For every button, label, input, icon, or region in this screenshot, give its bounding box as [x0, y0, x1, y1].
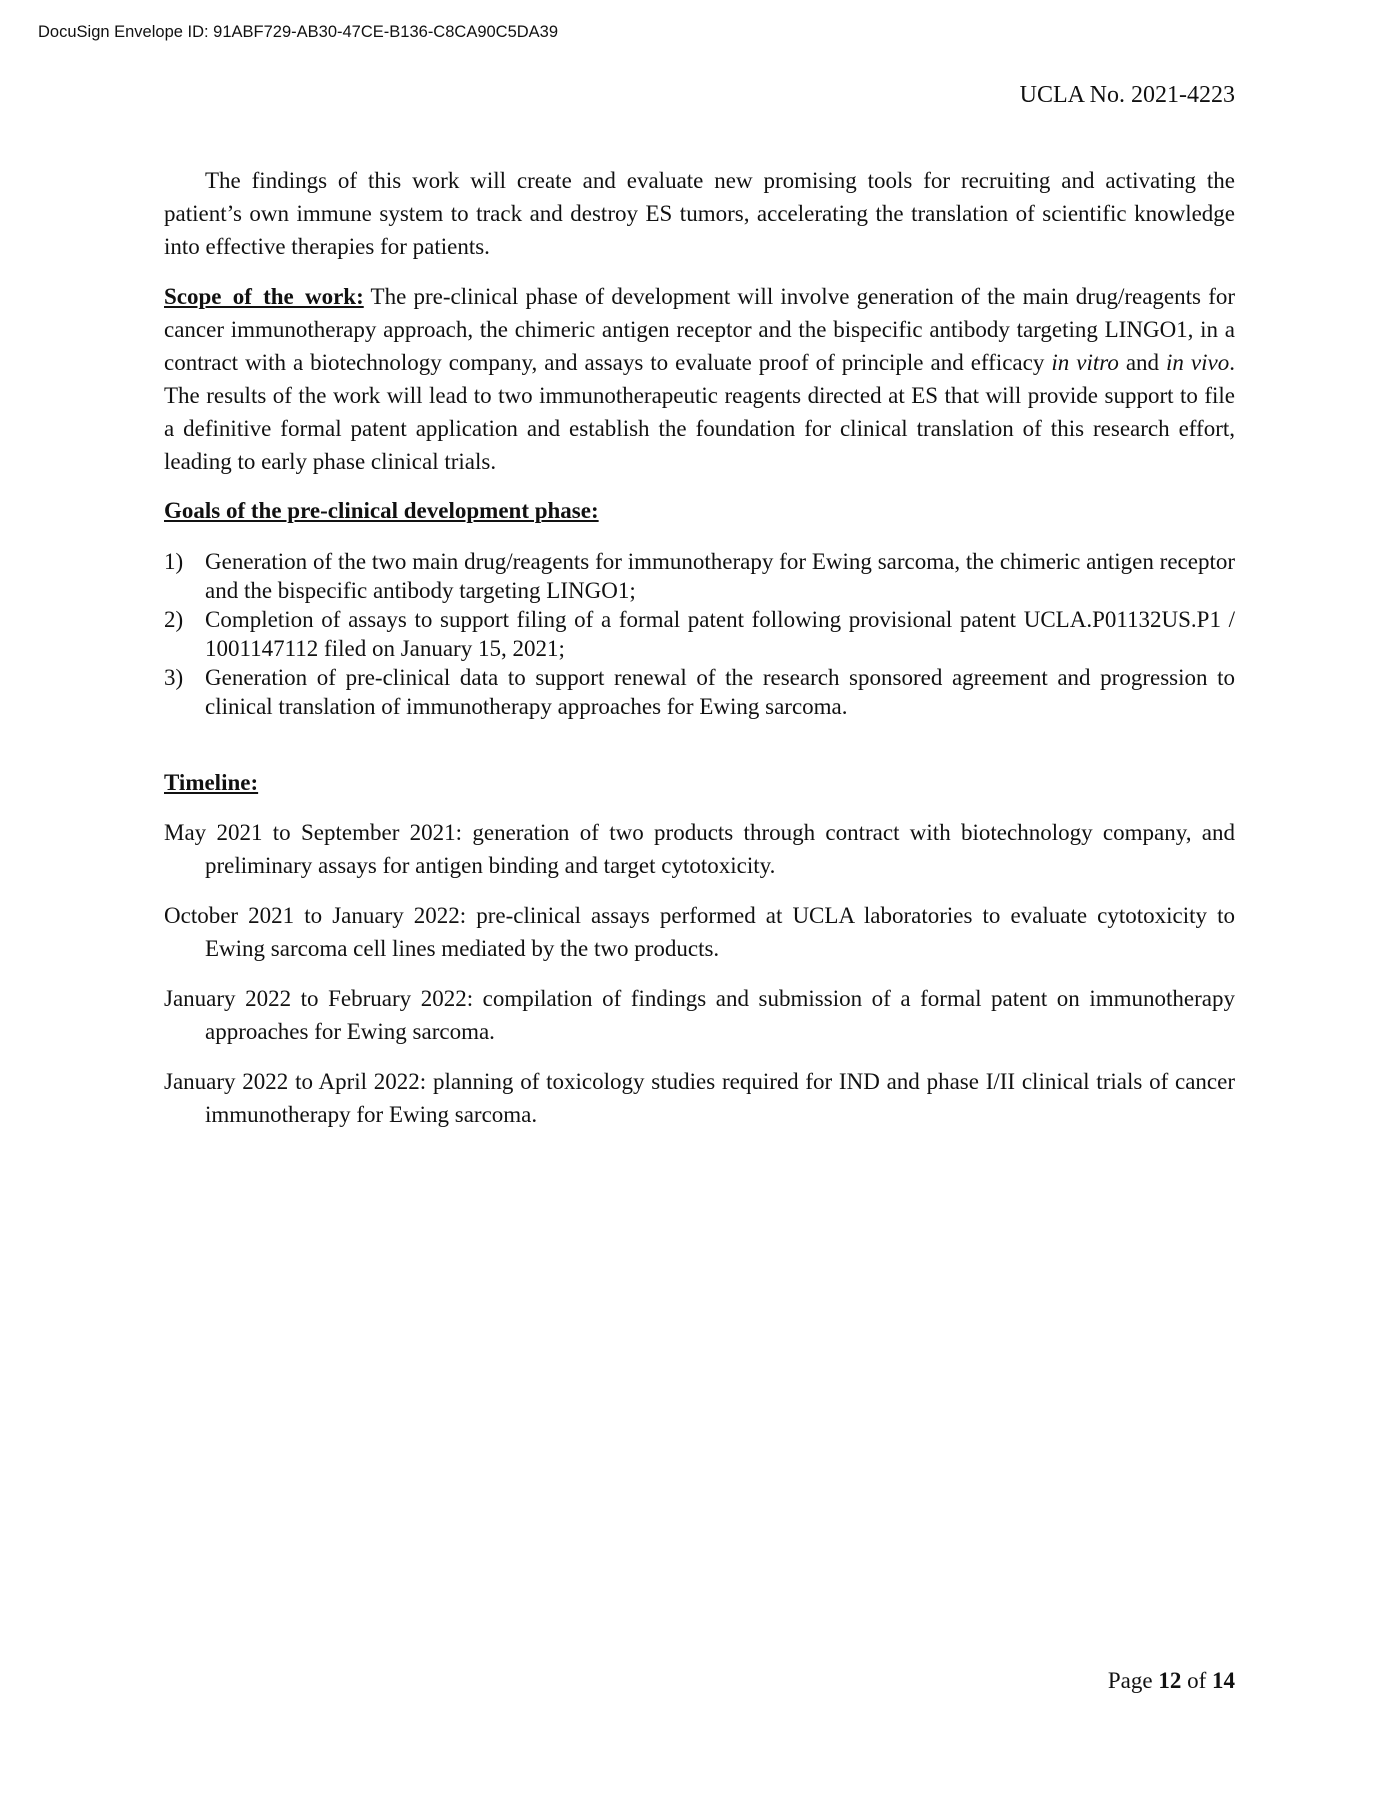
goal-number: 1) — [164, 549, 184, 574]
goals-list — [164, 547, 1235, 721]
goal-text: Generation of the two main drug/reagents for immunotherapy for Ewing sarcoma, the chimeric antigen receptor and the bispecific antibody targeting LINGO1; — [205, 549, 1235, 603]
document-body — [164, 164, 1235, 1131]
page-current: 12 — [1158, 1668, 1182, 1693]
page-total: 14 — [1212, 1668, 1235, 1693]
timeline-entry: May 2021 to September 2021: generation of two products through contract with biotechnology company, and preliminary assays for antigen binding and target cytotoxicity. — [164, 820, 1235, 878]
scope-text-1: The pre-clinical phase of development will involve generation of the main drug/reagents for cancer immunotherapy approach, the chimeric antigen receptor and the bispecific antibody targeting LINGO1, in a contract with a biotechnology company, and assays to evaluate proof of principle and efficacy — [164, 284, 1236, 375]
page-number — [1108, 1668, 1235, 1694]
goals-heading-line — [164, 494, 1235, 527]
timeline-heading: Timeline: — [164, 770, 259, 795]
timeline-entry: October 2021 to January 2022: pre-clinical assays performed at UCLA laboratories to evaluate cytotoxicity to Ewing sarcoma cell lines mediated by the two products. — [164, 903, 1235, 961]
of-word: of — [1187, 1668, 1207, 1693]
scope-heading: Scope of the work: — [164, 284, 364, 309]
goal-text: Completion of assays to support filing of a formal patent following provisional patent UCLA.P01132US.P1 / 1001147112 filed on January 15, 2021; — [205, 607, 1235, 661]
scope-paragraph — [164, 280, 1235, 478]
goal-number: 2) — [164, 607, 184, 632]
timeline-entry: January 2022 to April 2022: planning of toxicology studies required for IND and phase I/II clinical trials of cancer immunotherapy for Ewing sarcoma. — [164, 1069, 1235, 1127]
intro-paragraph: The findings of this work will create and evaluate new promising tools for recruiting and activating the patient’s own immune system to track and destroy ES tumors, accelerating the translation of scientific knowledge into effective therapies for patients. — [164, 168, 1235, 259]
list-item — [164, 605, 1235, 663]
scope-italic-in-vivo: in vivo — [1166, 350, 1230, 375]
goal-number: 3) — [164, 665, 184, 690]
page-word: Page — [1107, 1668, 1153, 1693]
scope-text-3: . The results of the work will lead to two immunotherapeutic reagents directed at ES that will provide support to file a definitive formal patent application and establish the foundation for clinical translation of this research effort, leading to early phase clinical trials. — [164, 350, 1235, 474]
goal-text: Generation of pre-clinical data to support renewal of the research sponsored agreement and progression to clinical translation of immunotherapy approaches for Ewing sarcoma. — [205, 665, 1235, 719]
ucla-number: UCLA No. 2021-4223 — [1019, 82, 1235, 108]
goals-heading: Goals of the pre-clinical development phase: — [164, 498, 599, 523]
envelope-id: DocuSign Envelope ID: 91ABF729-AB30-47CE-B136-C8CA90C5DA39 — [38, 23, 559, 41]
timeline-heading-line — [164, 766, 1235, 799]
timeline-entry: January 2022 to February 2022: compilation of findings and submission of a formal patent on immunotherapy approaches for Ewing sarcoma. — [164, 986, 1235, 1044]
scope-italic-in-vitro: in vitro — [1051, 350, 1119, 375]
list-item — [164, 663, 1235, 721]
scope-text-2: and — [1118, 350, 1167, 375]
list-item — [164, 547, 1235, 605]
